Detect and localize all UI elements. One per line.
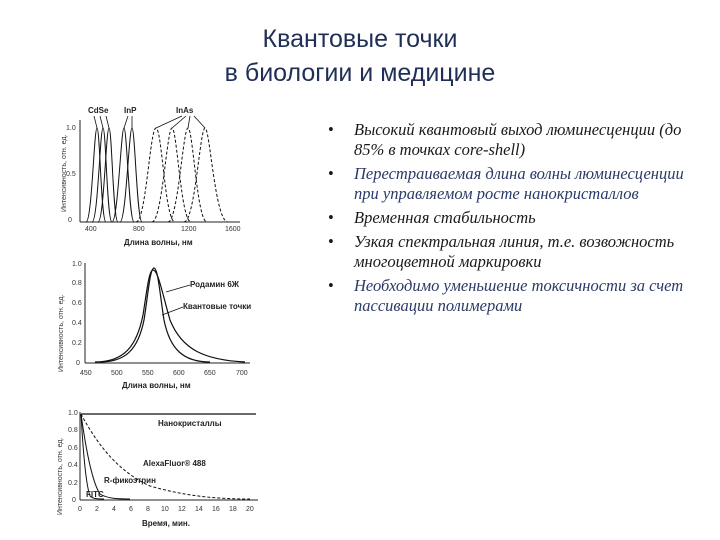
bullet-marker: • [328,276,334,295]
figure2-pointer-dye [166,285,190,292]
figure3-xtick: 0 [78,506,82,513]
figure3-label-fitc: FITC [86,490,104,499]
slide-title-line2: в биологии и медицине [224,59,496,87]
figure1-ytick: 0.5 [66,171,76,178]
figure2-pointer-qd [162,307,183,315]
figure2-xtick: 700 [236,370,248,377]
figure1-xtick: 1600 [225,226,241,233]
figure1-arrows-inas [156,116,205,128]
figure1-peak-inas-4 [184,128,228,222]
figure2-xtick: 450 [80,370,92,377]
figure2-ylabel: Интенсивность, отн. ед. [58,294,65,372]
figure3-xtick: 10 [161,506,169,513]
figure3-label-rphyco: R-фикоэтрин [104,476,156,485]
figure3-label-nano: Нанокристаллы [158,419,222,428]
figure1-ytick: 0 [68,217,72,224]
figure3-xtick: 8 [146,506,150,513]
figure3-xtick: 20 [246,506,254,513]
figure1-peak-inp-1 [112,128,134,222]
figure2-xtick: 550 [142,370,154,377]
bullet-marker: • [328,164,334,183]
bullet-marker: • [328,208,334,227]
figure3-xtick: 2 [95,506,99,513]
figure1-label-inas: InAs [176,106,194,115]
figure2-spectra-comparison [58,261,251,390]
figure3-photostability [57,410,258,528]
figure1-xtick: 1200 [181,226,197,233]
figure1-ytick: 1.0 [66,125,76,132]
figure2-ytick: 0.8 [72,280,82,287]
figure3-ytick: 0.6 [68,445,78,452]
figure2-xtick: 650 [204,370,216,377]
figure3-fitc-curve [81,414,104,499]
figure3-ytick: 0.4 [68,462,78,469]
figure1-label-inp: InP [124,106,137,115]
figure1-xlabel: Длина волны, нм [124,238,193,247]
bullet-text: Узкая спектральная линия, т.е. возвожность многоцветной маркировки [354,232,675,271]
figure2-label-dye: Родамин 6Ж [190,280,240,289]
figure1-label-cdse: CdSe [88,106,109,115]
figure2-ytick: 0.2 [72,340,82,347]
figure2-xtick: 600 [173,370,185,377]
figure1-arrows-inp [124,116,132,128]
figure2-ytick: 0.4 [72,320,82,327]
figure3-ytick: 1.0 [68,410,78,417]
figure2-ytick: 1.0 [72,261,82,268]
figure3-ytick: 0 [72,497,76,504]
figure2-label-qd: Квантовые точки [183,302,252,311]
bullet-text: Временная стабильность [354,208,536,227]
figure1-xtick: 400 [85,226,97,233]
figure3-ytick: 0.8 [68,427,78,434]
figure2-ytick: 0 [76,360,80,367]
figure3-xtick: 18 [229,506,237,513]
figure3-rphyco-curve [81,414,130,499]
figure3-xtick: 4 [112,506,116,513]
figure2-xlabel: Длина волны, нм [122,381,191,390]
bullet-text: Высокий квантовый выход люминесценции (до 85% в точках core-shell) [354,120,682,159]
figure1-xtick: 800 [133,226,145,233]
figure3-xlabel: Время, мин. [142,519,190,528]
bullet-marker: • [328,232,334,251]
figure2-xtick: 500 [111,370,123,377]
figure1-peak-inas-1 [136,128,175,222]
slide-title-line1: Квантовые точки [262,25,458,53]
figure1-arrows-cdse [94,116,109,128]
bullet-marker: • [328,120,334,139]
figure3-xtick: 16 [212,506,220,513]
bullet-text: Необходимо уменьшение токсичности за счет пассивации полимерами [354,276,684,315]
figure3-xtick: 6 [129,506,133,513]
figure1-emission-spectra [61,106,241,247]
figure3-xtick: 12 [178,506,186,513]
figure3-label-alexa: AlexaFluor® 488 [143,459,206,468]
figure3-ytick: 0.2 [68,480,78,487]
bullet-text: Перестраиваемая длина волны люминесценции при управляемом росте нанокристаллов [354,164,684,203]
figure3-ylabel: Интенсивность, отн. ед. [57,437,64,515]
figure3-xtick: 14 [195,506,203,513]
figure2-ytick: 0.6 [72,300,82,307]
figure1-ylabel: Интенсивность, отн. ед. [61,134,68,212]
figure1-peak-inas-2 [152,128,191,222]
